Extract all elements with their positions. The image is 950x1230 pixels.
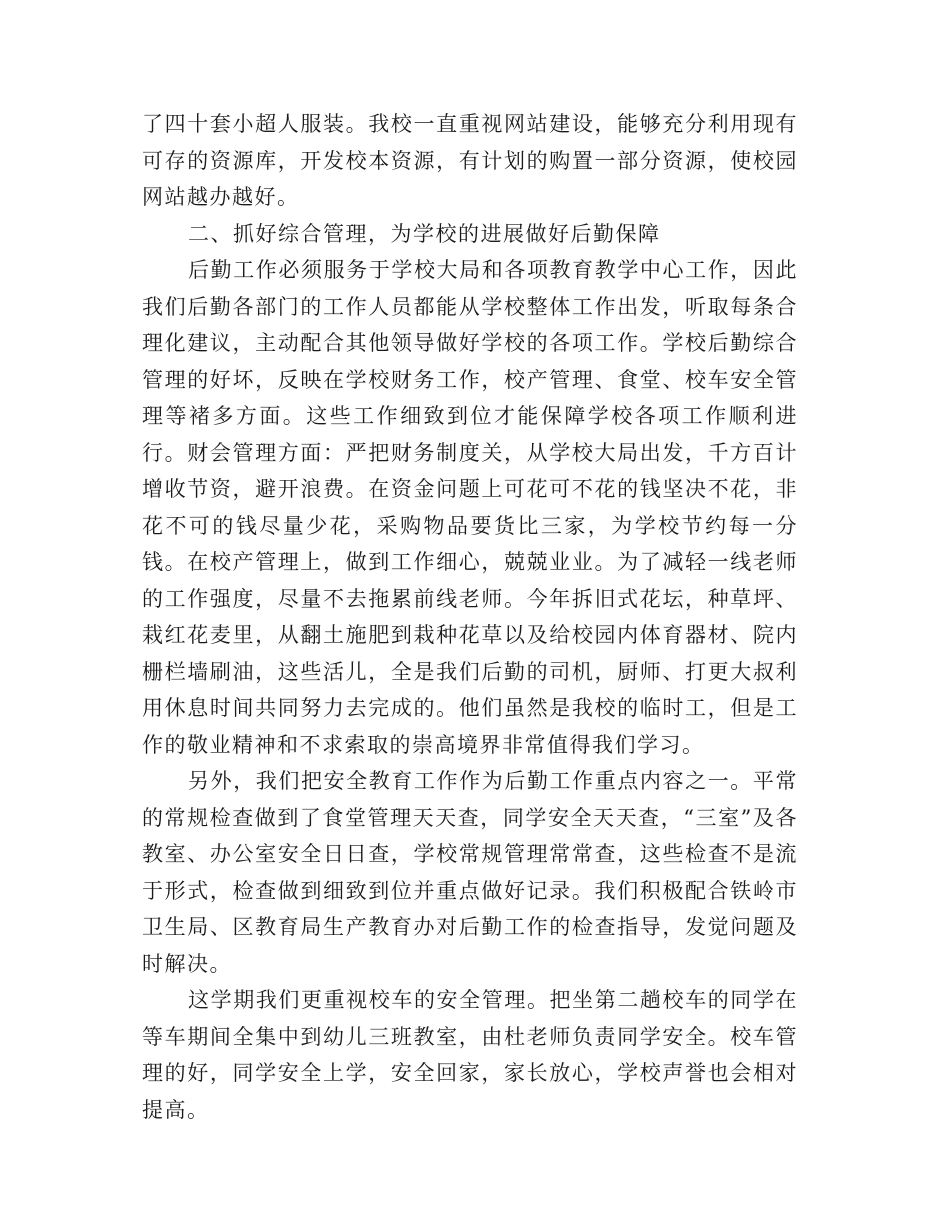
- document-body: [142, 106, 798, 1128]
- section-heading: 二、抓好综合管理，为学校的进展做好后勤保障: [188, 221, 661, 246]
- paragraph-school-bus: 这学期我们更重视校车的安全管理。把坐第二趟校车的同学在等车期间全集中到幼儿三班教室，由杜老师负责同学安全。校车管理的好，同学安全上学，安全回家，家长放心，学校声誉也会相对提高。: [142, 988, 798, 1122]
- paragraph-safety: 另外，我们把安全教育工作作为后勤工作重点内容之一。平常的常规检查做到了食堂管理天天查，同学安全天天查，“三室”及各教室、办公室安全日日查，学校常规管理常常查，这些检查不是流于形式，检查做到细致到位并重点做好记录。我们积极配合铁岭市卫生局、区教育局生产教育办对后勤工作的检查指导，发觉问题及时解决。: [142, 769, 798, 976]
- paragraph-logistics: 后勤工作必须服务于学校大局和各项教育教学中心工作，因此我们后勤各部门的工作人员都能从学校整体工作出发，听取每条合理化建议，主动配合其他领导做好学校的各项工作。学校后勤综合管理的好坏，反映在学校财务工作，校产管理、食堂、校车安全管理等褚多方面。这些工作细致到位才能保障学校各项工作顺利进行。财会管理方面：严把财务制度关，从学校大局出发，千方百计增收节资，避开浪费。在资金问题上可花可不花的钱坚决不花，非花不可的钱尽量少花，采购物品要货比三家，为学校节约每一分钱。在校产管理上，做到工作细心，兢兢业业。为了减轻一线老师的工作强度，尽量不去拖累前线老师。今年拆旧式花坛，种草坪、栽红花麦里，从翻土施肥到栽种花草以及给校园内体育器材、院内栅栏墙刷油，这些活儿，全是我们后勤的司机，厨师、打更大叔利用休息时间共同努力去完成的。他们虽然是我校的临时工，但是工作的敬业精神和不求索取的崇高境界非常值得我们学习。: [142, 258, 798, 757]
- paragraph-continuation: 了四十套小超人服装。我校一直重视网站建设，能够充分利用现有可存的资源库，开发校本资源，有计划的购置一部分资源，使校园网站越办越好。: [142, 112, 798, 209]
